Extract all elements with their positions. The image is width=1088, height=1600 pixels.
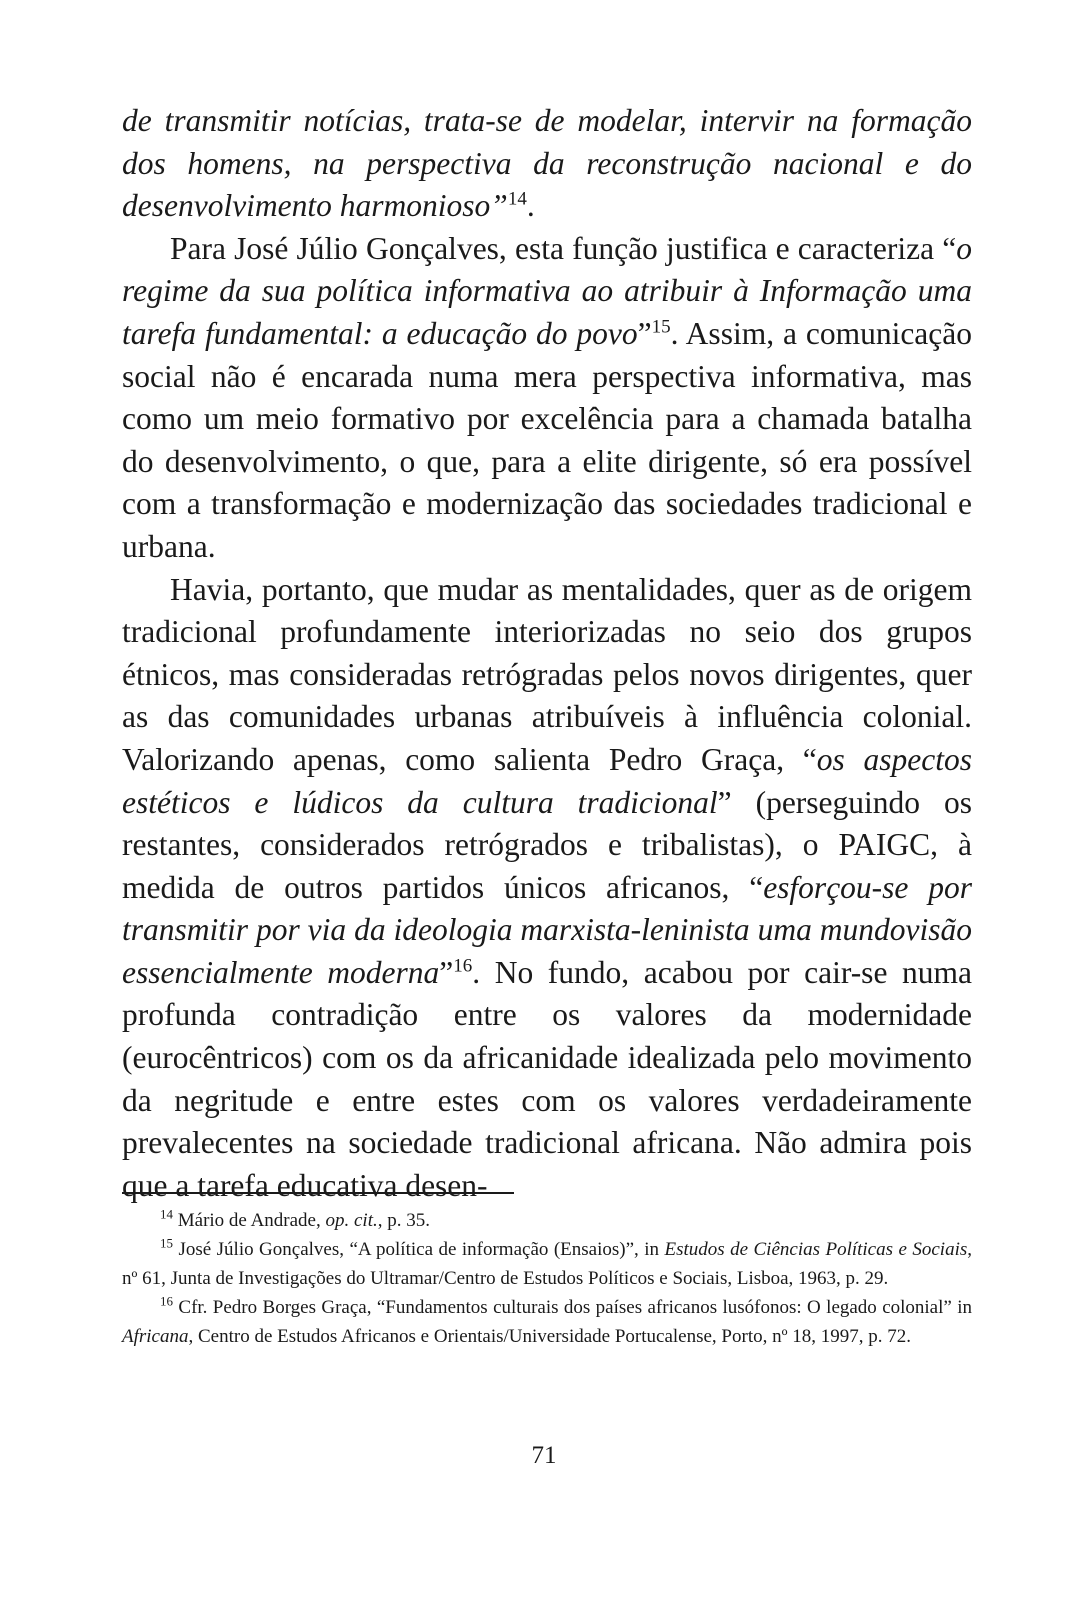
text-run: , nº 61, Junta de Investigações do Ultramar/Centro de Estudos Políticos e Sociais, Lisboa, 1963, p. 29. bbox=[122, 1239, 972, 1289]
footnote-ref: 16 bbox=[453, 955, 473, 977]
footnote-number: 15 bbox=[160, 1235, 173, 1251]
footnotes bbox=[122, 1206, 972, 1351]
italic-text: de transmitir notícias, trata-se de modelar, intervir na formação dos homens, na perspectiva da reconstrução nacional e do desenvolvimento harmonioso” bbox=[122, 103, 972, 224]
footnote bbox=[122, 1235, 972, 1293]
text-run: Para José Júlio Gonçalves, esta função justifica e caracteriza “ bbox=[170, 230, 957, 266]
text-run: José Júlio Gonçalves, “A política de informação (Ensaios)”, in bbox=[178, 1239, 665, 1260]
footnote bbox=[122, 1293, 972, 1351]
text-run: . Assim, a comunicação social não é encarada numa mera perspectiva informativa, mas como um meio formativo por excelência para a chamada batalha do desenvolvimento, o que, para a elite dirigente, só era possível com a transformação e modernização das sociedades tradicional e urbana. bbox=[122, 315, 972, 564]
paragraph bbox=[122, 100, 972, 228]
italic-text: os aspectos estéticos e lúdicos da cultura tradicional bbox=[122, 741, 972, 820]
footnote bbox=[122, 1206, 972, 1235]
text-run: . bbox=[526, 188, 535, 224]
main-text bbox=[122, 100, 972, 1207]
footnote-number: 16 bbox=[160, 1293, 173, 1309]
paragraph bbox=[122, 228, 972, 569]
text-run: . No fundo, acabou por cair-se numa profunda contradição entre os valores da modernidade (eurocêntricos) com os da africanidade idealizada pelo movimento da negritude e entre estes com os valores verdadeiramente prevalecentes na sociedade tradicional africana. Não admira pois que a tarefa educativa desen- bbox=[122, 954, 972, 1203]
page-number: 71 bbox=[531, 1442, 557, 1469]
italic-text: o regime da sua política informativa ao atribuir à Informação uma tarefa fundamental: a educação do povo bbox=[122, 230, 972, 351]
italic-text: Estudos de Ciências Políticas e Sociais bbox=[664, 1239, 968, 1260]
italic-text: Africana bbox=[122, 1326, 189, 1347]
text-run: Cfr. Pedro Borges Graça, “Fundamentos culturais dos países africanos lusófonos: O legado colonial” in bbox=[178, 1297, 972, 1318]
paragraph bbox=[122, 569, 972, 1208]
footnote-number: 14 bbox=[160, 1206, 173, 1222]
italic-text: op. cit. bbox=[325, 1210, 378, 1231]
text-run: Havia, portanto, que mudar as mentalidades, quer as de origem tradicional profundamente interiorizadas no seio dos grupos étnicos, mas consideradas retrógradas pelos novos dirigentes, quer as das comunidades urbanas atribuíveis à influência colonial. Valorizando apenas, como salienta Pedro Graça, “ bbox=[122, 571, 972, 777]
text-run: ” bbox=[637, 315, 652, 351]
text-run: , p. 35. bbox=[377, 1210, 430, 1231]
footnote-separator bbox=[122, 1192, 514, 1194]
text-run: Mário de Andrade, bbox=[177, 1210, 326, 1231]
text-run: ” bbox=[439, 954, 454, 990]
text-run: , Centro de Estudos Africanos e Orientais/Universidade Portucalense, Porto, nº 18, 1997, p. 72. bbox=[188, 1326, 911, 1347]
italic-text: esforçou-se por transmitir por via da ideologia marxista-leninista uma mundovisão essencialmente moderna bbox=[122, 869, 972, 990]
footnote-ref: 15 bbox=[651, 316, 671, 338]
text-run: ” (perseguindo os restantes, considerados retrógrados e tribalistas), o PAIGC, à medida de outros partidos únicos africanos, “ bbox=[122, 784, 972, 905]
footnote-ref: 14 bbox=[507, 188, 527, 210]
